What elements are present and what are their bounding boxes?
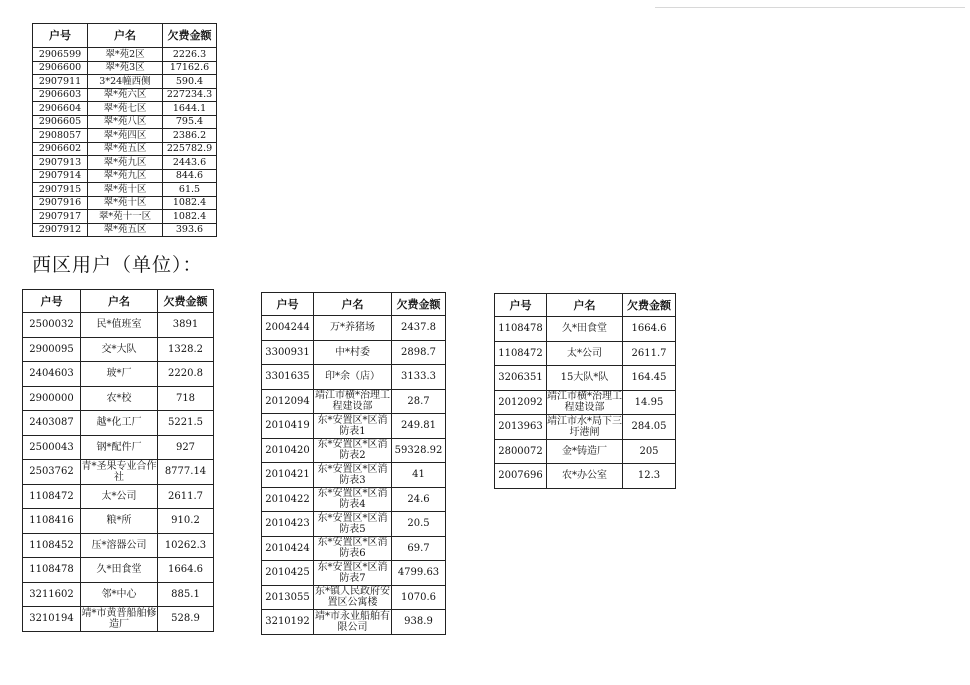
account-name-cell: 中*村委 [314, 340, 392, 365]
table-row [33, 102, 217, 116]
account-name-cell: 翠*苑八区 [88, 115, 163, 129]
arrears-amount-cell: 12.3 [623, 464, 676, 489]
account-no-cell: 1108452 [23, 533, 81, 558]
account-no-cell: 1108472 [495, 341, 547, 366]
arrears-amount-cell: 284.05 [623, 415, 676, 440]
account-no-cell: 2907915 [33, 183, 88, 197]
account-no-cell: 2010423 [262, 512, 314, 537]
top-arrears-table [32, 23, 217, 237]
account-name-cell: 钢*配件厂 [81, 435, 158, 460]
account-no-cell: 2010424 [262, 536, 314, 561]
table-row [33, 183, 217, 197]
header-row [262, 293, 446, 316]
account-no-cell: 2907917 [33, 210, 88, 224]
account-no-cell: 3300931 [262, 340, 314, 365]
account-no-cell: 2010421 [262, 463, 314, 488]
arrears-amount-cell: 938.9 [392, 610, 446, 635]
west-users-table-3 [494, 293, 676, 489]
account-no-cell: 2404603 [23, 362, 81, 387]
table-row [23, 337, 214, 362]
arrears-amount-cell: 2437.8 [392, 316, 446, 341]
account-name-header: 户名 [81, 290, 158, 313]
arrears-amount-cell: 59328.92 [392, 438, 446, 463]
table-row [33, 156, 217, 170]
account-name-cell: 东*安置区*区消防表6 [314, 536, 392, 561]
account-name-cell: 翠*苑3区 [88, 61, 163, 75]
table-body [495, 317, 676, 489]
account-no-cell: 2907911 [33, 75, 88, 89]
arrears-amount-cell: 885.1 [158, 582, 214, 607]
arrears-amount-cell: 2226.3 [163, 48, 217, 62]
table-row [262, 561, 446, 586]
arrears-amount-cell: 795.4 [163, 115, 217, 129]
account-name-cell: 太*公司 [547, 341, 623, 366]
account-no-cell: 2900095 [23, 337, 81, 362]
account-name-header: 户名 [547, 294, 623, 317]
table-row [262, 340, 446, 365]
account-name-cell: 东*安置区*区消防表5 [314, 512, 392, 537]
account-no-cell: 2800072 [495, 439, 547, 464]
account-name-cell: 玻*厂 [81, 362, 158, 387]
account-name-cell: 东*镇人民政府安置区公寓楼 [315, 586, 390, 609]
table-row [495, 341, 676, 366]
account-no-cell: 2010419 [262, 414, 314, 439]
table-row [23, 411, 214, 436]
table-row [23, 558, 214, 583]
account-no-cell: 2907916 [33, 196, 88, 210]
account-name-cell: 民*值班室 [81, 313, 158, 338]
account-no-cell: 1108416 [23, 509, 81, 534]
account-no-cell: 2010425 [262, 561, 314, 586]
account-no-header: 户号 [23, 290, 81, 313]
arrears-amount-cell: 2386.2 [163, 129, 217, 143]
table-row [262, 512, 446, 537]
account-no-cell: 3301635 [262, 365, 314, 390]
arrears-amount-cell: 2611.7 [158, 484, 214, 509]
account-name-cell: 靖江市横*治理工程建设部 [315, 390, 390, 413]
arrears-amount-cell: 2611.7 [623, 341, 676, 366]
account-name-cell: 东*安置区*区消防表2 [314, 438, 392, 463]
account-name-cell: 翠*苑六区 [88, 88, 163, 102]
account-no-cell: 2906600 [33, 61, 88, 75]
account-no-cell: 2906599 [33, 48, 88, 62]
account-name-cell: 翠*苑七区 [88, 102, 163, 116]
arrears-amount-cell: 2220.8 [158, 362, 214, 387]
account-no-cell: 2500032 [23, 313, 81, 338]
account-no-cell: 1108478 [495, 317, 547, 342]
arrears-amount-cell: 5221.5 [158, 411, 214, 436]
account-no-cell: 2013055 [262, 585, 314, 610]
table-row [33, 115, 217, 129]
account-no-cell: 2907913 [33, 156, 88, 170]
account-name-cell: 青*圣果专业合作社 [81, 460, 157, 483]
table-row [33, 223, 217, 237]
account-no-cell: 2906602 [33, 142, 88, 156]
account-name-cell: 邻*中心 [81, 582, 158, 607]
account-no-cell: 1108478 [23, 558, 81, 583]
arrears-amount-cell: 2443.6 [163, 156, 217, 170]
table-row [23, 607, 214, 632]
account-no-cell: 2906603 [33, 88, 88, 102]
table-row [23, 460, 214, 485]
table-row [33, 88, 217, 102]
account-name-cell: 翠*苑九区 [88, 169, 163, 183]
table-row [33, 61, 217, 75]
account-no-cell: 2906605 [33, 115, 88, 129]
table-row [262, 487, 446, 512]
arrears-amount-cell: 590.4 [163, 75, 217, 89]
arrears-amount-header: 欠费金额 [163, 24, 217, 48]
account-name-cell: 翠*苑十一区 [88, 210, 163, 224]
account-name-cell: 东*安置区*区消防表4 [314, 487, 392, 512]
account-name-cell: 越*化工厂 [81, 411, 158, 436]
table-row [23, 533, 214, 558]
header-row [23, 290, 214, 313]
arrears-amount-cell: 1070.6 [392, 585, 446, 610]
table-row [495, 415, 676, 440]
account-name-cell: 翠*苑十区 [88, 196, 163, 210]
account-no-cell: 3210194 [23, 607, 81, 632]
table-row [262, 585, 446, 610]
arrears-amount-cell: 528.9 [158, 607, 214, 632]
arrears-amount-cell: 14.95 [623, 390, 676, 415]
arrears-amount-cell: 393.6 [163, 223, 217, 237]
table-row [23, 386, 214, 411]
arrears-amount-cell: 69.7 [392, 536, 446, 561]
table-row [23, 582, 214, 607]
table-row [262, 610, 446, 635]
table-row [23, 509, 214, 534]
account-name-cell: 翠*苑五区 [88, 142, 163, 156]
arrears-amount-cell: 1082.4 [163, 196, 217, 210]
account-no-cell: 3211602 [23, 582, 81, 607]
account-name-cell: 翠*苑五区 [88, 223, 163, 237]
table-header [495, 294, 676, 317]
arrears-amount-cell: 927 [158, 435, 214, 460]
table-row [23, 484, 214, 509]
table-header [33, 24, 217, 48]
arrears-amount-cell: 1082.4 [163, 210, 217, 224]
account-name-cell: 靖江市水*局下三圩港闸 [547, 415, 622, 438]
account-name-cell: 3*24幢西侧 [88, 75, 163, 89]
table-row [262, 414, 446, 439]
table-row [23, 435, 214, 460]
account-no-cell: 2012094 [262, 389, 314, 414]
account-no-header: 户号 [262, 293, 314, 316]
arrears-amount-cell: 61.5 [163, 183, 217, 197]
arrears-amount-cell: 17162.6 [163, 61, 217, 75]
header-row [495, 294, 676, 317]
table-body [262, 316, 446, 635]
account-name-cell: 久*田食堂 [81, 558, 158, 583]
account-no-cell: 1108472 [23, 484, 81, 509]
arrears-amount-cell: 4799.63 [392, 561, 446, 586]
arrears-amount-cell: 844.6 [163, 169, 217, 183]
table-row [495, 317, 676, 342]
table-row [33, 75, 217, 89]
arrears-amount-cell: 3133.3 [392, 365, 446, 390]
table-row [262, 389, 446, 414]
table-row [23, 313, 214, 338]
section-title: 西区用户（单位）： [32, 254, 203, 276]
arrears-amount-cell: 205 [623, 439, 676, 464]
account-no-cell: 2906604 [33, 102, 88, 116]
account-name-cell: 靖*市黄普船舶修造厂 [81, 607, 157, 630]
account-no-cell: 2500043 [23, 435, 81, 460]
table-row [33, 129, 217, 143]
table-row [495, 366, 676, 391]
account-no-cell: 2004244 [262, 316, 314, 341]
account-name-cell: 翠*苑九区 [88, 156, 163, 170]
arrears-amount-cell: 1328.2 [158, 337, 214, 362]
table-row [495, 464, 676, 489]
account-no-cell: 3210192 [262, 610, 314, 635]
account-name-cell: 东*安置区*区消防表7 [314, 561, 392, 586]
arrears-amount-cell: 20.5 [392, 512, 446, 537]
header-row [33, 24, 217, 48]
table-row [262, 316, 446, 341]
table-body [33, 48, 217, 237]
account-name-cell: 压*溶器公司 [81, 533, 158, 558]
account-no-cell: 2012092 [495, 390, 547, 415]
arrears-amount-header: 欠费金额 [392, 293, 446, 316]
arrears-amount-cell: 249.81 [392, 414, 446, 439]
account-no-header: 户号 [495, 294, 547, 317]
table-row [495, 390, 676, 415]
account-name-cell: 久*田食堂 [547, 317, 623, 342]
arrears-amount-cell: 41 [392, 463, 446, 488]
account-no-cell: 2908057 [33, 129, 88, 143]
arrears-amount-cell: 1664.6 [623, 317, 676, 342]
arrears-amount-header: 欠费金额 [623, 294, 676, 317]
table-row [23, 362, 214, 387]
table-row [262, 463, 446, 488]
account-no-cell: 3206351 [495, 366, 547, 391]
account-name-cell: 翠*苑四区 [88, 129, 163, 143]
account-name-cell: 农*办公室 [547, 464, 623, 489]
account-no-cell: 2503762 [23, 460, 81, 485]
account-name-cell: 粮*所 [81, 509, 158, 534]
west-users-table-1 [22, 289, 214, 632]
account-no-cell: 2010422 [262, 487, 314, 512]
table-row [262, 365, 446, 390]
arrears-amount-cell: 10262.3 [158, 533, 214, 558]
account-no-cell: 2907912 [33, 223, 88, 237]
arrears-amount-cell: 718 [158, 386, 214, 411]
arrears-amount-cell: 2898.7 [392, 340, 446, 365]
account-name-cell: 翠*苑2区 [88, 48, 163, 62]
table-row [33, 142, 217, 156]
arrears-amount-header: 欠费金额 [158, 290, 214, 313]
account-no-cell: 2007696 [495, 464, 547, 489]
account-name-cell: 农*校 [81, 386, 158, 411]
arrears-amount-cell: 910.2 [158, 509, 214, 534]
arrears-amount-cell: 1644.1 [163, 102, 217, 116]
account-name-cell: 交*大队 [81, 337, 158, 362]
arrears-amount-cell: 227234.3 [163, 88, 217, 102]
table-row [33, 169, 217, 183]
account-name-cell: 15大队*队 [547, 366, 623, 391]
arrears-amount-cell: 28.7 [392, 389, 446, 414]
arrears-amount-cell: 24.6 [392, 487, 446, 512]
account-name-cell: 太*公司 [81, 484, 158, 509]
west-users-table-2 [261, 292, 446, 635]
account-name-cell: 翠*苑十区 [88, 183, 163, 197]
account-name-cell: 靖江市横*治理工程建设部 [547, 391, 622, 414]
table-row [495, 439, 676, 464]
account-no-cell: 2907914 [33, 169, 88, 183]
account-no-cell: 2013963 [495, 415, 547, 440]
table-row [33, 196, 217, 210]
arrears-amount-cell: 164.45 [623, 366, 676, 391]
table-body [23, 313, 214, 632]
account-name-cell: 印*余（店） [314, 365, 392, 390]
account-no-header: 户号 [33, 24, 88, 48]
arrears-amount-cell: 1664.6 [158, 558, 214, 583]
account-no-cell: 2403087 [23, 411, 81, 436]
scan-edge-line [655, 7, 965, 8]
arrears-amount-cell: 225782.9 [163, 142, 217, 156]
account-name-cell: 东*安置区*区消防表1 [314, 414, 392, 439]
table-row [262, 536, 446, 561]
table-header [23, 290, 214, 313]
table-row [262, 438, 446, 463]
account-name-header: 户名 [314, 293, 392, 316]
account-name-cell: 万*养猪场 [314, 316, 392, 341]
table-header [262, 293, 446, 316]
account-name-cell: 靖*市永业船舶有限公司 [315, 610, 390, 633]
account-no-cell: 2010420 [262, 438, 314, 463]
account-name-cell: 东*安置区*区消防表3 [314, 463, 392, 488]
arrears-amount-cell: 3891 [158, 313, 214, 338]
table-row [33, 210, 217, 224]
account-no-cell: 2900000 [23, 386, 81, 411]
table-row [33, 48, 217, 62]
arrears-amount-cell: 8777.14 [158, 460, 214, 485]
account-name-header: 户名 [88, 24, 163, 48]
account-name-cell: 金*铸造厂 [547, 439, 623, 464]
